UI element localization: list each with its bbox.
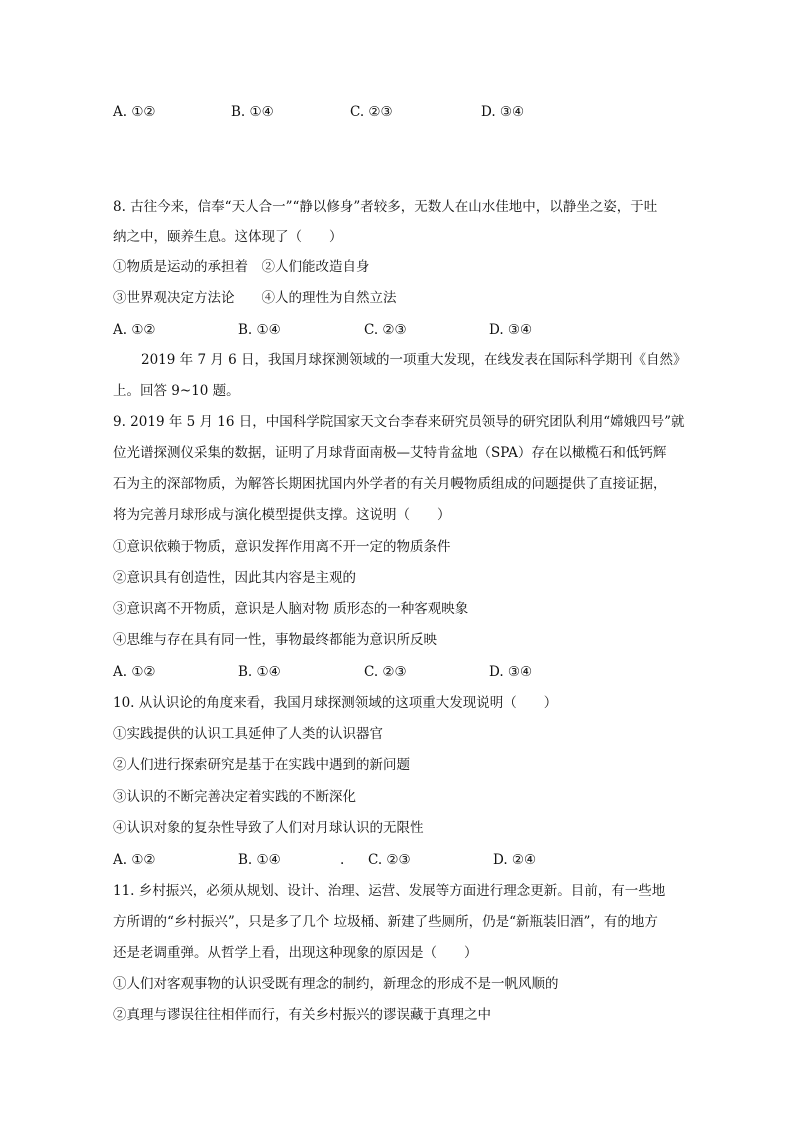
q8-option-c: C. ②③ <box>364 322 407 338</box>
q10-item-2: ②人们进行探索研究是基于在实践中遇到的新问题 <box>113 757 410 773</box>
q9-option-c: C. ②③ <box>364 664 407 680</box>
q9-item-3: ③意识离不开物质，意识是人脑对物 质形态的一种客观映象 <box>113 601 469 617</box>
q9-option-a: A. ①② <box>113 664 156 680</box>
q7-option-a: A. ①② <box>113 104 156 120</box>
q9-option-b: B. ①④ <box>238 664 281 680</box>
q9-stem-line-2: 位光谱探测仪采集的数据，证明了月球背面南极—艾特肯盆地（SPA）存在以橄榄石和低钙辉 <box>113 445 667 461</box>
material-line-1: 2019 年 7 月 6 日，我国月球探测领域的一项重大发现，在线发表在国际科学期刊《自然》 <box>141 352 687 368</box>
q9-item-1: ①意识依赖于物质，意识发挥作用离不开一定的物质条件 <box>113 539 451 555</box>
q10-stem: 10. 从认识论的角度来看，我国月球探测领域的这项重大发现说明（ ） <box>113 695 558 711</box>
q8-option-d: D. ③④ <box>489 322 533 338</box>
q8-items-line-2: ③世界观决定方法论 ④人的理性为自然立法 <box>113 290 397 306</box>
q10-option-b: B. ①④ <box>238 852 281 868</box>
q8-option-a: A. ①② <box>113 322 156 338</box>
q7-option-d: D. ③④ <box>481 104 525 120</box>
q8-stem-line-1: 8. 古往今来，信奉“天人合一”“静以修身”者较多，无数人在山水佳地中，以静坐之姿，于吐 <box>113 199 658 215</box>
q10-option-stray-dot: . <box>340 852 345 868</box>
q8-stem-line-2: 纳之中，颐养生息。这体现了（ ） <box>113 229 343 245</box>
q8-option-b: B. ①④ <box>238 322 281 338</box>
q11-stem-line-1: 11. 乡村振兴，必须从规划、设计、治理、运营、发展等方面进行理念更新。目前，有一些地 <box>113 883 666 899</box>
material-line-2: 上。回答 9~10 题。 <box>113 383 240 399</box>
q10-item-4: ④认识对象的复杂性导致了人们对月球认识的无限性 <box>113 820 424 836</box>
q10-option-a: A. ①② <box>113 852 156 868</box>
q7-option-b: B. ①④ <box>231 104 274 120</box>
q11-stem-line-3: 还是老调重弹。从哲学上看，出现这种现象的原因是（ ） <box>113 945 478 961</box>
q9-stem-line-4: 将为完善月球形成与演化模型提供支撑。这说明（ ） <box>113 507 451 523</box>
q11-item-2: ②真理与谬误往往相伴而行，有关乡村振兴的谬误藏于真理之中 <box>113 1007 491 1023</box>
q7-option-c: C. ②③ <box>350 104 393 120</box>
q9-item-4: ④思维与存在具有同一性，事物最终都能为意识所反映 <box>113 632 437 648</box>
q10-option-c: C. ②③ <box>368 852 411 868</box>
q10-option-d: D. ②④ <box>493 852 537 868</box>
q9-stem-line-3: 石为主的深部物质，为解答长期困扰国内外学者的有关月幔物质组成的问题提供了直接证据， <box>113 476 667 492</box>
q9-stem-line-1: 9. 2019 年 5 月 16 日，中国科学院国家天文台李春来研究员领导的研究团队利用“嫦娥四号”就 <box>113 414 685 430</box>
q11-stem-line-2: 方所谓的“乡村振兴”，只是多了几个 垃圾桶、新建了些厕所，仍是“新瓶装旧酒”，有的地方 <box>113 914 658 930</box>
q9-item-2: ②意识具有创造性，因此其内容是主观的 <box>113 570 356 586</box>
q9-option-d: D. ③④ <box>489 664 533 680</box>
q11-item-1: ①人们对客观事物的认识受既有理念的制约，新理念的形成不是一帆风顺的 <box>113 976 559 992</box>
q10-item-1: ①实践提供的认识工具延伸了人类的认识器官 <box>113 726 383 742</box>
q8-items-line-1: ①物质是运动的承担着 ②人们能改造自身 <box>113 259 370 275</box>
q10-item-3: ③认识的不断完善决定着实践的不断深化 <box>113 789 356 805</box>
